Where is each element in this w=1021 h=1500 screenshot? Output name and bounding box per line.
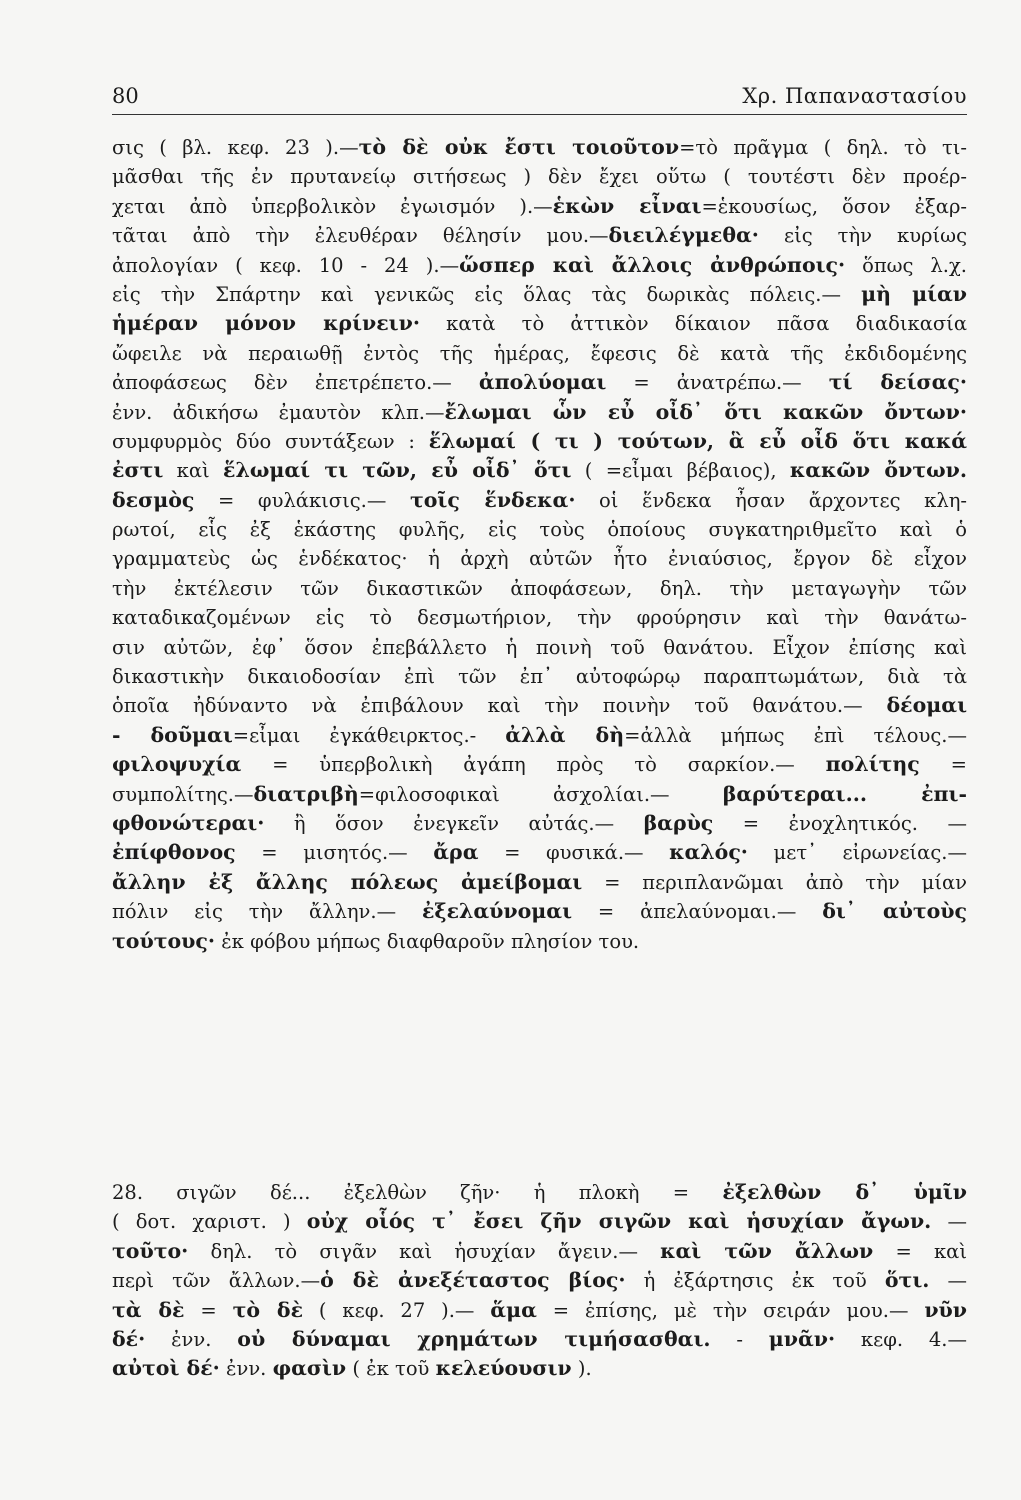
- lemma-term: ἄρα: [433, 840, 479, 865]
- gloss-text: μετ᾽ εἰρωνείας.—: [747, 841, 967, 865]
- lemma-term: δέ·: [112, 1326, 146, 1351]
- text-line: [112, 1354, 967, 1383]
- lemma-term: ἅμα: [490, 1297, 537, 1322]
- gloss-text: δηλ. τὸ σιγᾶν καὶ ἡσυχίαν ἄγειν.—: [188, 1239, 661, 1263]
- gloss-text: ἡ ἐξάρτησις ἐκ τοῦ: [625, 1269, 885, 1293]
- gloss-text: = περιπλανῶμαι ἀπὸ τὴν μίαν: [582, 870, 967, 894]
- gloss-text: =εἶμαι ἐγκάθειρκτος.-: [232, 723, 506, 747]
- gloss-text: περὶ τῶν ἄλλων.—: [112, 1269, 321, 1293]
- gloss-text: = καὶ: [873, 1239, 967, 1263]
- text-line: [112, 368, 967, 397]
- lemma-term: δι᾽ αὐτοὺς: [822, 899, 967, 924]
- lemma-term: ἀλλὰ δὴ: [505, 722, 625, 747]
- lemma-term: ἀπολύομαι: [478, 370, 607, 395]
- lemma-term: πολίτης: [825, 752, 920, 777]
- lemma-term: μὴ μίαν: [861, 281, 967, 306]
- text-line: [112, 868, 967, 897]
- text-line: [112, 456, 967, 485]
- gloss-text: =: [919, 753, 967, 777]
- gloss-text: ).: [571, 1357, 592, 1381]
- lemma-term: τί δείσας·: [828, 370, 967, 395]
- text-line: [112, 1325, 967, 1354]
- lemma-term: ἐπίφθονος: [112, 840, 236, 865]
- text-line: [112, 897, 967, 926]
- lemma-term: ἐστι: [112, 458, 164, 483]
- gloss-text: χεται ἀπὸ ὑπερβολικὸν ἐγωισμόν ).—: [112, 194, 553, 218]
- text-line: [112, 162, 967, 191]
- gloss-text: τᾶται ἀπὸ τὴν ἐλευθέραν θέλησίν μου.—: [112, 224, 609, 248]
- lemma-term: ὅτι.: [884, 1268, 930, 1293]
- lemma-term: φασὶν: [272, 1356, 347, 1381]
- gloss-text: = φυλάκισις.—: [194, 488, 410, 512]
- lemma-term: μνᾶν·: [768, 1326, 836, 1351]
- lemma-term: κελεύουσιν: [435, 1356, 572, 1381]
- gloss-text: —: [929, 1269, 967, 1293]
- gloss-text: τὴν ἐκτέλεσιν τῶν δικαστικῶν ἀποφάσεων, δηλ. τὴν μεταγωγὴν τῶν: [112, 576, 967, 600]
- lemma-term: νῦν: [924, 1297, 967, 1322]
- lemma-term: βαρὺς: [643, 810, 714, 835]
- text-line: [112, 809, 967, 838]
- gloss-text: κεφ. 4.—: [835, 1327, 967, 1351]
- text-line: [112, 780, 967, 809]
- gloss-text: ἐνν.: [219, 1357, 273, 1381]
- text-line: [112, 838, 967, 867]
- text-line: [112, 691, 967, 720]
- lemma-term: ἕλωμαί ( τι ) τούτων, ἃ εὖ οἶδ ὅτι κακά: [428, 428, 967, 453]
- gloss-text: =ἑκουσίως, ὅσον ἐξαρ-: [701, 194, 968, 218]
- gloss-text: εἰς τὴν κυρίως: [758, 224, 967, 248]
- gloss-text: καὶ: [163, 459, 223, 483]
- gloss-text: ἡ πλοκὴ =: [500, 1181, 723, 1204]
- text-line: [112, 662, 967, 691]
- gloss-text: 28. σιγῶν δέ... ἐξελθὼν ζῆν·: [112, 1181, 501, 1204]
- gloss-text: ὤφειλε νὰ περαιωθῇ ἐντὸς τῆς ἡμέρας, ἔφεσις δὲ κατὰ τῆς ἐκδιδομένης: [112, 341, 967, 365]
- gloss-text: ἢ ὅσον ἐνεγκεῖν αὐτάς.—: [264, 811, 644, 835]
- lemma-term: φιλοψυχία: [112, 752, 242, 777]
- gloss-text: = ἀπελαύνομαι.—: [572, 900, 823, 924]
- lemma-term: τούτους·: [112, 928, 216, 953]
- gloss-text: συμφυρμὸς δύο συντάξεων :: [112, 429, 429, 453]
- gloss-text: ( ἐκ τοῦ: [346, 1357, 436, 1381]
- gloss-text: σις ( βλ. κεφ. 23 ).—: [112, 136, 359, 159]
- gloss-text: = φυσικά.—: [478, 841, 670, 865]
- text-line: [112, 486, 967, 515]
- gloss-text: ἐνν.: [145, 1327, 238, 1351]
- lemma-term: - δοῦμαι: [112, 722, 233, 747]
- gloss-text: =: [184, 1298, 233, 1322]
- text-line: [112, 251, 967, 280]
- gloss-text: ἐνν. ἀδικήσω ἐμαυτὸν κλπ.—: [112, 400, 445, 424]
- gloss-text: ρωτοί, εἷς ἐξ ἑκάστης φυλῆς, εἰς τοὺς ὁποίους συγκατηριθμεῖτο καὶ ὁ: [112, 518, 967, 542]
- lemma-term: τοῦτο·: [112, 1238, 189, 1263]
- lemma-term: ἡμέραν μόνον κρίνειν·: [112, 311, 420, 336]
- text-line: [112, 427, 967, 456]
- gloss-text: ὁποῖα ἠδύναντο νὰ ἐπιβάλουν καὶ τὴν ποινὴν τοῦ θανάτου.—: [112, 694, 887, 718]
- lemma-term: φθονώτεραι·: [112, 810, 265, 835]
- lemma-term: οὐχ οἷός τ᾽ ἔσει ζῆν σιγῶν καὶ ἡσυχίαν ἄγων.: [306, 1209, 932, 1234]
- gloss-text: συμπολίτης.—: [112, 782, 254, 806]
- lemma-term: καὶ τῶν ἄλλων: [660, 1238, 874, 1263]
- lemma-term: καλός·: [669, 840, 748, 865]
- lemma-term: διειλέγμεθα·: [608, 223, 759, 248]
- text-line: [112, 515, 967, 544]
- text-line: [112, 280, 967, 309]
- gloss-text: ( δοτ. χαριστ. ): [112, 1210, 307, 1234]
- lemma-term: ὥσπερ καὶ ἄλλοις ἀνθρώποις·: [459, 252, 846, 277]
- gloss-text: μᾶσθαι τῆς ἐν πρυτανείῳ σιτήσεως ) δὲν ἔχει οὕτω ( τουτέστι δὲν προέρ-: [112, 165, 967, 189]
- gloss-text: πόλιν εἰς τὴν ἄλλην.—: [112, 900, 422, 924]
- gloss-text: =τὸ πρᾶγμα ( δηλ. τὸ τι-: [679, 136, 967, 159]
- lemma-term: τὸ δὲ οὐκ ἔστι τοιοῦτον: [358, 135, 680, 159]
- lemma-term: ἔλωμαι ὧν εὖ οἶδ᾽ ὅτι κακῶν ὄντων·: [444, 399, 967, 424]
- lemma-term: διατριβὴ: [253, 781, 359, 806]
- text-line: [112, 1237, 967, 1266]
- gloss-text: δικαστικὴν δικαιοδοσίαν ἐπὶ τῶν ἐπ᾽ αὐτοφώρῳ παραπτωμάτων, διὰ τὰ: [112, 665, 967, 689]
- lemma-term: δέομαι: [886, 693, 967, 718]
- text-line: [112, 603, 967, 632]
- gloss-text: εἰς τὴν Σπάρτην καὶ γενικῶς εἰς ὅλας τὰς δωρικὰς πόλεις.—: [112, 282, 862, 306]
- lemma-term: βαρύτεραι... ἐπι-: [722, 781, 967, 806]
- gloss-text: ( =εἶμαι βέβαιος),: [571, 459, 790, 483]
- lemma-term: δεσμὸς: [112, 487, 195, 512]
- text-line: [112, 339, 967, 368]
- gloss-text: -: [710, 1327, 769, 1351]
- gloss-text: ὅπως λ.χ.: [845, 253, 967, 277]
- text-line: [112, 1266, 967, 1295]
- gloss-text: = μισητός.—: [235, 841, 434, 865]
- gloss-text: = ἐπίσης, μὲ τὴν σειράν μου.—: [536, 1298, 925, 1322]
- running-title: Χρ. Παπαναστασίου: [742, 84, 967, 108]
- lemma-term: ἄλλην ἐξ ἄλλης πόλεως ἀμείβομαι: [112, 869, 583, 894]
- gloss-text: = ἐνοχλητικός. —: [713, 811, 967, 835]
- commentary-block-1: [112, 133, 967, 956]
- text-line: [112, 750, 967, 779]
- text-line: [112, 721, 967, 750]
- lemma-term: αὐτοὶ δέ·: [112, 1356, 220, 1381]
- lemma-term: ὁ δὲ ἀνεξέταστος βίος·: [320, 1268, 626, 1293]
- text-line: [112, 309, 967, 338]
- lemma-term: τοῖς ἕνδεκα·: [409, 487, 576, 512]
- lemma-term: ἐξελαύνομαι: [421, 899, 573, 924]
- text-line: [112, 1207, 967, 1236]
- gloss-text: = ὑπερβολικὴ ἀγάπη πρὸς τὸ σαρκίον.—: [241, 753, 826, 777]
- text-line: [112, 221, 967, 250]
- lemma-term: κακῶν ὄντων.: [789, 458, 968, 483]
- gloss-text: ἀπολογίαν ( κεφ. 10 - 24 ).—: [112, 253, 460, 277]
- lemma-term: τὰ δὲ: [112, 1297, 185, 1322]
- gloss-text: = ἀνατρέπω.—: [606, 371, 829, 395]
- lemma-term: οὐ δύναμαι χρημάτων τιμήσασθαι.: [237, 1326, 711, 1351]
- text-line: [112, 1296, 967, 1325]
- text-line: [112, 574, 967, 603]
- page-header: [112, 84, 967, 115]
- text-line: [112, 927, 967, 956]
- gloss-text: καταδικαζομένων εἰς τὸ δεσμωτήριον, τὴν φρούρησιν καὶ τὴν θανάτω-: [112, 606, 967, 630]
- text-line: [112, 398, 967, 427]
- gloss-text: ἀποφάσεως δὲν ἐπετρέπετο.—: [112, 371, 479, 395]
- gloss-text: ἐκ φόβου μήπως διαφθαροῦν πλησίον του.: [215, 929, 640, 953]
- gloss-text: οἱ ἕνδεκα ἦσαν ἄρχοντες κλη-: [575, 488, 967, 512]
- lemma-term: ἑκὼν εἶναι: [552, 193, 702, 218]
- gloss-text: =ἀλλὰ μήπως ἐπὶ τέλους.—: [624, 723, 968, 747]
- gloss-text: κατὰ τὸ ἀττικὸν δίκαιον πᾶσα διαδικασία: [419, 312, 967, 336]
- gloss-text: —: [931, 1210, 967, 1234]
- lemma-term: τὸ δὲ: [232, 1297, 304, 1322]
- commentary-block-2: [112, 1178, 967, 1384]
- lemma-term: ἐξελθὼν δ᾽ ὑμῖν: [722, 1180, 967, 1204]
- text-line: [112, 633, 967, 662]
- page-number: 80: [112, 84, 139, 108]
- gloss-text: γραμματεὺς ὡς ἑνδέκατος· ἡ ἀρχὴ αὐτῶν ἦτο ἐνιαύσιος, ἔργον δὲ εἶχον: [112, 547, 967, 571]
- text-line: [112, 133, 967, 162]
- gloss-text: =φιλοσοφικαὶ ἀσχολίαι.—: [358, 782, 723, 806]
- text-line: [112, 544, 967, 573]
- gloss-text: ( κεφ. 27 ).—: [303, 1298, 491, 1322]
- text-line: [112, 192, 967, 221]
- text-line: [112, 1178, 967, 1207]
- gloss-text: σιν αὐτῶν, ἐφ᾽ ὅσον ἐπεβάλλετο ἡ ποινὴ τοῦ θανάτου. Εἶχον ἐπίσης καὶ: [112, 635, 967, 659]
- lemma-term: ἕλωμαί τι τῶν, εὖ οἶδ᾽ ὅτι: [222, 458, 572, 483]
